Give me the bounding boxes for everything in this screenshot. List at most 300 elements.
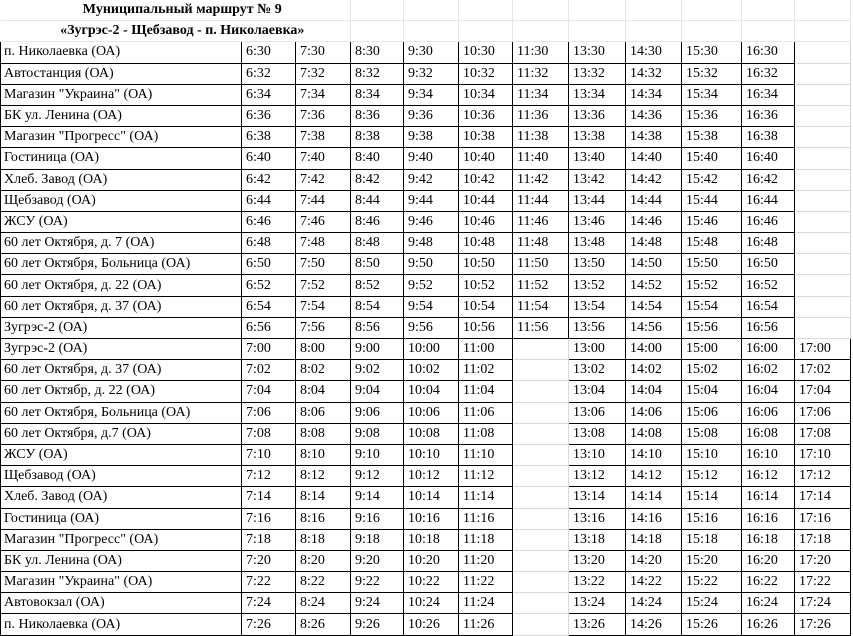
departure-time: 13:30: [569, 42, 626, 63]
departure-time: 15:08: [682, 423, 742, 444]
departure-time: 7:04: [242, 381, 296, 402]
departure-time: 15:46: [682, 211, 742, 232]
departure-time: 15:30: [682, 42, 742, 63]
departure-time: 7:06: [242, 402, 296, 423]
departure-time: [513, 487, 569, 508]
departure-time: 10:36: [459, 105, 513, 126]
departure-time: 13:46: [569, 211, 626, 232]
timetable-row: [1, 127, 851, 148]
departure-time: [795, 317, 851, 338]
departure-time: 6:40: [242, 148, 296, 169]
stop-name: 60 лет Октября, д.7 (ОА): [1, 423, 242, 444]
departure-time: 6:36: [242, 105, 296, 126]
departure-time: 9:40: [404, 148, 459, 169]
departure-time: 8:22: [296, 572, 351, 593]
departure-time: [795, 127, 851, 148]
stop-name: Зугрэс-2 (ОА): [1, 339, 242, 360]
stop-name: 60 лет Октября, д. 7 (ОА): [1, 233, 242, 254]
departure-time: 11:24: [459, 593, 513, 614]
departure-time: 14:14: [626, 487, 682, 508]
departure-time: 15:16: [682, 508, 742, 529]
departure-time: 17:22: [795, 572, 851, 593]
departure-time: [795, 211, 851, 232]
timetable-row: [1, 317, 851, 338]
departure-time: 8:52: [351, 275, 404, 296]
departure-time: 16:36: [742, 105, 795, 126]
timetable-row: [1, 487, 851, 508]
departure-time: 9:32: [404, 63, 459, 84]
departure-time: 13:42: [569, 169, 626, 190]
timetable-row: [1, 105, 851, 126]
departure-time: 14:36: [626, 105, 682, 126]
departure-time: 8:36: [351, 105, 404, 126]
departure-time: 10:02: [404, 360, 459, 381]
departure-time: 16:52: [742, 275, 795, 296]
departure-time: 7:34: [296, 84, 351, 105]
departure-time: 15:04: [682, 381, 742, 402]
departure-time: 9:46: [404, 211, 459, 232]
departure-time: 6:56: [242, 317, 296, 338]
departure-time: 8:10: [296, 444, 351, 465]
title-row-2: [1, 21, 851, 42]
stop-name: Щебзавод (ОА): [1, 190, 242, 211]
departure-time: 11:54: [513, 296, 569, 317]
departure-time: [513, 614, 569, 635]
departure-time: 16:40: [742, 148, 795, 169]
departure-time: 16:26: [742, 614, 795, 635]
departure-time: 9:56: [404, 317, 459, 338]
departure-time: 10:24: [404, 593, 459, 614]
departure-time: 7:22: [242, 572, 296, 593]
departure-time: 9:18: [351, 529, 404, 550]
departure-time: 17:12: [795, 466, 851, 487]
departure-time: [795, 275, 851, 296]
departure-time: 14:56: [626, 317, 682, 338]
departure-time: 8:38: [351, 127, 404, 148]
departure-time: 9:16: [351, 508, 404, 529]
departure-time: 15:02: [682, 360, 742, 381]
departure-time: 13:22: [569, 572, 626, 593]
departure-time: 13:08: [569, 423, 626, 444]
departure-time: 11:22: [459, 572, 513, 593]
departure-time: 15:44: [682, 190, 742, 211]
departure-time: 14:16: [626, 508, 682, 529]
departure-time: 11:50: [513, 254, 569, 275]
stop-name: п. Николаевка (ОА): [1, 614, 242, 635]
departure-time: 15:50: [682, 254, 742, 275]
departure-time: 15:48: [682, 233, 742, 254]
stop-name: 60 лет Октября, д. 22 (ОА): [1, 275, 242, 296]
departure-time: 16:30: [742, 42, 795, 63]
departure-time: 11:02: [459, 360, 513, 381]
departure-time: 10:52: [459, 275, 513, 296]
departure-time: 6:50: [242, 254, 296, 275]
departure-time: 11:30: [513, 42, 569, 63]
departure-time: 7:02: [242, 360, 296, 381]
departure-time: 16:50: [742, 254, 795, 275]
departure-time: 14:32: [626, 63, 682, 84]
stop-name: Магазин "Прогресс" (ОА): [1, 127, 242, 148]
departure-time: [513, 550, 569, 571]
departure-time: 10:56: [459, 317, 513, 338]
departure-time: 6:38: [242, 127, 296, 148]
departure-time: 7:36: [296, 105, 351, 126]
departure-time: 15:12: [682, 466, 742, 487]
departure-time: 13:52: [569, 275, 626, 296]
departure-time: 9:22: [351, 572, 404, 593]
title-row-1: [1, 0, 851, 21]
departure-time: 6:30: [242, 42, 296, 63]
timetable-row: [1, 84, 851, 105]
departure-time: [795, 190, 851, 211]
departure-time: 15:42: [682, 169, 742, 190]
departure-time: 15:18: [682, 529, 742, 550]
departure-time: 7:10: [242, 444, 296, 465]
timetable-row: [1, 63, 851, 84]
stop-name: БК ул. Ленина (ОА): [1, 105, 242, 126]
departure-time: 10:16: [404, 508, 459, 529]
departure-time: 13:54: [569, 296, 626, 317]
departure-time: 10:08: [404, 423, 459, 444]
departure-time: [513, 572, 569, 593]
timetable-row: [1, 444, 851, 465]
departure-time: 14:08: [626, 423, 682, 444]
departure-time: 7:18: [242, 529, 296, 550]
timetable-row: [1, 339, 851, 360]
timetable-row: [1, 190, 851, 211]
stop-name: 60 лет Октября, Больница (ОА): [1, 254, 242, 275]
departure-time: 13:26: [569, 614, 626, 635]
departure-time: 14:12: [626, 466, 682, 487]
departure-time: 13:48: [569, 233, 626, 254]
departure-time: 7:56: [296, 317, 351, 338]
departure-time: 8:26: [296, 614, 351, 635]
departure-time: 7:30: [296, 42, 351, 63]
departure-time: [513, 339, 569, 360]
departure-time: 14:34: [626, 84, 682, 105]
departure-time: 9:06: [351, 402, 404, 423]
departure-time: 10:46: [459, 211, 513, 232]
departure-time: 17:24: [795, 593, 851, 614]
timetable-row: [1, 360, 851, 381]
departure-time: 16:32: [742, 63, 795, 84]
departure-time: [513, 381, 569, 402]
departure-time: 13:40: [569, 148, 626, 169]
departure-time: 9:04: [351, 381, 404, 402]
departure-time: 16:12: [742, 466, 795, 487]
departure-time: 17:02: [795, 360, 851, 381]
departure-time: 10:48: [459, 233, 513, 254]
timetable-row: [1, 550, 851, 571]
departure-time: 9:02: [351, 360, 404, 381]
departure-time: 15:38: [682, 127, 742, 148]
departure-time: 9:12: [351, 466, 404, 487]
departure-time: 9:30: [404, 42, 459, 63]
departure-time: 8:40: [351, 148, 404, 169]
departure-time: 10:06: [404, 402, 459, 423]
departure-time: 16:54: [742, 296, 795, 317]
departure-time: 10:12: [404, 466, 459, 487]
timetable-row: [1, 508, 851, 529]
departure-time: [513, 360, 569, 381]
departure-time: 11:04: [459, 381, 513, 402]
departure-time: 14:24: [626, 593, 682, 614]
departure-time: 8:18: [296, 529, 351, 550]
route-title: Муниципальный маршрут № 9: [1, 0, 351, 21]
departure-time: 11:12: [459, 466, 513, 487]
departure-time: 15:34: [682, 84, 742, 105]
departure-time: 10:18: [404, 529, 459, 550]
departure-time: 7:20: [242, 550, 296, 571]
departure-time: 7:46: [296, 211, 351, 232]
timetable-row: [1, 275, 851, 296]
departure-time: 14:54: [626, 296, 682, 317]
departure-time: 15:20: [682, 550, 742, 571]
departure-time: [513, 593, 569, 614]
departure-time: 9:44: [404, 190, 459, 211]
departure-time: 9:50: [404, 254, 459, 275]
stop-name: Автостанция (ОА): [1, 63, 242, 84]
departure-time: [795, 233, 851, 254]
departure-time: 16:34: [742, 84, 795, 105]
departure-time: [795, 148, 851, 169]
stop-name: Автовокзал (ОА): [1, 593, 242, 614]
departure-time: 15:14: [682, 487, 742, 508]
departure-time: 8:24: [296, 593, 351, 614]
departure-time: 8:30: [351, 42, 404, 63]
departure-time: 14:40: [626, 148, 682, 169]
departure-time: 11:46: [513, 211, 569, 232]
departure-time: 6:54: [242, 296, 296, 317]
stop-name: 60 лет Октября, Больница (ОА): [1, 402, 242, 423]
departure-time: [513, 423, 569, 444]
departure-time: 13:34: [569, 84, 626, 105]
departure-time: 15:10: [682, 444, 742, 465]
departure-time: 14:44: [626, 190, 682, 211]
departure-time: 10:54: [459, 296, 513, 317]
departure-time: 8:12: [296, 466, 351, 487]
departure-time: 14:52: [626, 275, 682, 296]
departure-time: 13:24: [569, 593, 626, 614]
departure-time: 13:10: [569, 444, 626, 465]
departure-time: [795, 254, 851, 275]
departure-time: 7:38: [296, 127, 351, 148]
departure-time: 13:14: [569, 487, 626, 508]
departure-time: 8:00: [296, 339, 351, 360]
departure-time: 13:06: [569, 402, 626, 423]
departure-time: 15:32: [682, 63, 742, 84]
departure-time: 16:14: [742, 487, 795, 508]
stop-name: Гостиница (ОА): [1, 148, 242, 169]
departure-time: [795, 42, 851, 63]
departure-time: 16:00: [742, 339, 795, 360]
departure-time: 16:22: [742, 572, 795, 593]
departure-time: [795, 296, 851, 317]
stop-name: Хлеб. Завод (ОА): [1, 487, 242, 508]
departure-time: 8:54: [351, 296, 404, 317]
departure-time: 11:42: [513, 169, 569, 190]
timetable-row: [1, 402, 851, 423]
departure-time: 17:14: [795, 487, 851, 508]
departure-time: 17:10: [795, 444, 851, 465]
departure-time: 11:00: [459, 339, 513, 360]
stop-name: Магазин "Прогресс" (ОА): [1, 529, 242, 550]
departure-time: 14:26: [626, 614, 682, 635]
stop-name: Зугрэс-2 (ОА): [1, 317, 242, 338]
departure-time: 8:06: [296, 402, 351, 423]
departure-time: 9:48: [404, 233, 459, 254]
departure-time: [795, 105, 851, 126]
departure-time: [795, 169, 851, 190]
departure-time: 8:56: [351, 317, 404, 338]
departure-time: 16:08: [742, 423, 795, 444]
departure-time: 16:18: [742, 529, 795, 550]
timetable-row: [1, 233, 851, 254]
departure-time: 11:56: [513, 317, 569, 338]
departure-time: 6:44: [242, 190, 296, 211]
departure-time: 11:48: [513, 233, 569, 254]
stop-name: Щебзавод (ОА): [1, 466, 242, 487]
departure-time: 17:20: [795, 550, 851, 571]
departure-time: 7:24: [242, 593, 296, 614]
departure-time: 9:10: [351, 444, 404, 465]
departure-time: 11:40: [513, 148, 569, 169]
timetable-row: [1, 296, 851, 317]
departure-time: 8:16: [296, 508, 351, 529]
stop-name: Гостиница (ОА): [1, 508, 242, 529]
departure-time: [513, 402, 569, 423]
departure-time: 10:26: [404, 614, 459, 635]
departure-time: 9:14: [351, 487, 404, 508]
departure-time: 8:32: [351, 63, 404, 84]
departure-time: 9:26: [351, 614, 404, 635]
departure-time: 7:16: [242, 508, 296, 529]
departure-time: 10:30: [459, 42, 513, 63]
departure-time: 11:52: [513, 275, 569, 296]
departure-time: 15:56: [682, 317, 742, 338]
stop-name: Магазин "Украина" (ОА): [1, 84, 242, 105]
departure-time: 16:24: [742, 593, 795, 614]
departure-time: 16:44: [742, 190, 795, 211]
stop-name: Магазин "Украина" (ОА): [1, 572, 242, 593]
departure-time: 11:36: [513, 105, 569, 126]
departure-time: 14:02: [626, 360, 682, 381]
departure-time: 15:24: [682, 593, 742, 614]
departure-time: 10:14: [404, 487, 459, 508]
departure-time: 14:18: [626, 529, 682, 550]
departure-time: 16:02: [742, 360, 795, 381]
departure-time: 11:06: [459, 402, 513, 423]
timetable-row: [1, 254, 851, 275]
timetable-row: [1, 572, 851, 593]
departure-time: 8:20: [296, 550, 351, 571]
departure-time: 7:00: [242, 339, 296, 360]
departure-time: 6:42: [242, 169, 296, 190]
departure-time: 16:04: [742, 381, 795, 402]
departure-time: 6:32: [242, 63, 296, 84]
departure-time: 9:36: [404, 105, 459, 126]
departure-time: 16:20: [742, 550, 795, 571]
departure-time: 14:10: [626, 444, 682, 465]
departure-time: 13:16: [569, 508, 626, 529]
timetable-row: [1, 466, 851, 487]
departure-time: 7:50: [296, 254, 351, 275]
stop-name: 60 лет Октября, д. 37 (ОА): [1, 360, 242, 381]
departure-time: 13:32: [569, 63, 626, 84]
stop-name: п. Николаевка (ОА): [1, 42, 242, 63]
departure-time: 11:16: [459, 508, 513, 529]
departure-time: 6:52: [242, 275, 296, 296]
departure-time: 11:08: [459, 423, 513, 444]
departure-time: 9:52: [404, 275, 459, 296]
departure-time: 14:00: [626, 339, 682, 360]
departure-time: 13:38: [569, 127, 626, 148]
departure-time: 11:14: [459, 487, 513, 508]
departure-time: 13:04: [569, 381, 626, 402]
departure-time: [795, 63, 851, 84]
departure-time: 16:06: [742, 402, 795, 423]
departure-time: 13:56: [569, 317, 626, 338]
departure-time: 7:44: [296, 190, 351, 211]
departure-time: [513, 444, 569, 465]
departure-time: 14:30: [626, 42, 682, 63]
departure-time: 15:26: [682, 614, 742, 635]
departure-time: 10:00: [404, 339, 459, 360]
departure-time: 14:38: [626, 127, 682, 148]
departure-time: 17:06: [795, 402, 851, 423]
route-subtitle: «Зугрэс-2 - Щебзавод - п. Николаевка»: [1, 21, 351, 42]
departure-time: 14:22: [626, 572, 682, 593]
departure-time: 9:38: [404, 127, 459, 148]
departure-time: 9:24: [351, 593, 404, 614]
departure-time: 10:44: [459, 190, 513, 211]
departure-time: 14:06: [626, 402, 682, 423]
departure-time: 7:26: [242, 614, 296, 635]
departure-time: 10:50: [459, 254, 513, 275]
departure-time: 8:08: [296, 423, 351, 444]
departure-time: 8:34: [351, 84, 404, 105]
departure-time: 17:16: [795, 508, 851, 529]
departure-time: 17:08: [795, 423, 851, 444]
departure-time: 7:52: [296, 275, 351, 296]
timetable-row: [1, 529, 851, 550]
timetable-row: [1, 593, 851, 614]
departure-time: 13:00: [569, 339, 626, 360]
stop-name: 60 лет Октября, д. 37 (ОА): [1, 296, 242, 317]
departure-time: 10:34: [459, 84, 513, 105]
departure-time: 7:54: [296, 296, 351, 317]
departure-time: 14:50: [626, 254, 682, 275]
departure-time: 15:40: [682, 148, 742, 169]
departure-time: 14:46: [626, 211, 682, 232]
timetable-row: [1, 42, 851, 63]
departure-time: 9:42: [404, 169, 459, 190]
departure-time: 15:54: [682, 296, 742, 317]
departure-time: 16:46: [742, 211, 795, 232]
departure-time: 15:06: [682, 402, 742, 423]
departure-time: 17:18: [795, 529, 851, 550]
departure-time: 10:22: [404, 572, 459, 593]
departure-time: 15:36: [682, 105, 742, 126]
departure-time: 9:54: [404, 296, 459, 317]
departure-time: 17:26: [795, 614, 851, 635]
departure-time: 17:00: [795, 339, 851, 360]
departure-time: 16:16: [742, 508, 795, 529]
stop-name: БК ул. Ленина (ОА): [1, 550, 242, 571]
departure-time: 14:04: [626, 381, 682, 402]
departure-time: 16:42: [742, 169, 795, 190]
stop-name: 60 лет Октябр, д. 22 (ОА): [1, 381, 242, 402]
